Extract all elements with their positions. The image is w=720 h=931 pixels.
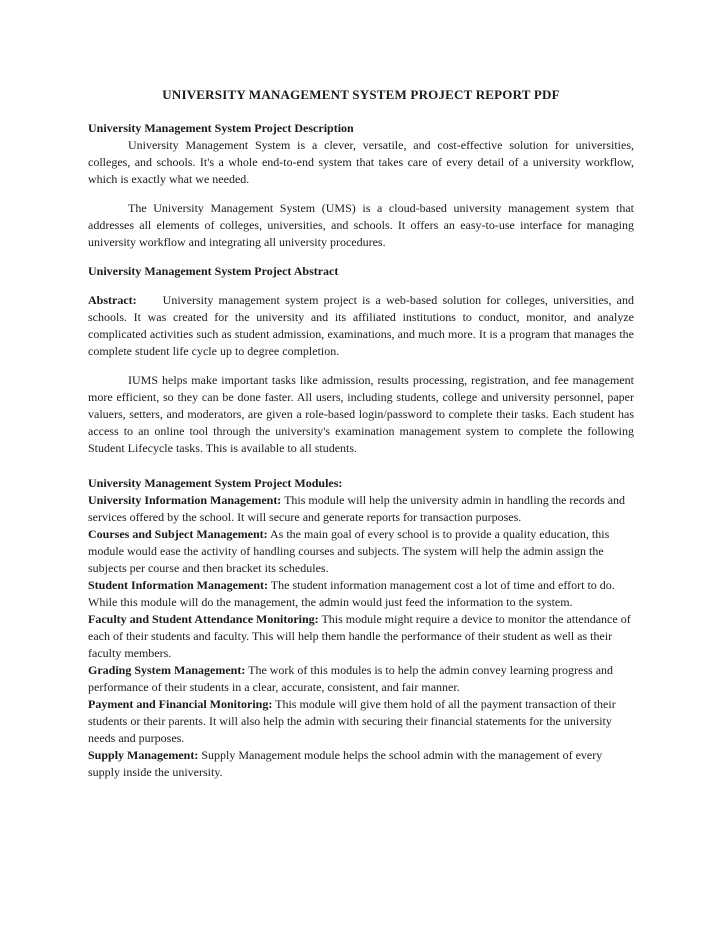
module-item-attendance-monitoring	[88, 611, 634, 662]
module-text: This module might require a device to monitor the attendance of each of their students and faculty. This will help them handle the performance of their student as well as their faculty members.	[88, 612, 631, 660]
abstract-text: University management system project is a web-based solution for colleges, universities, and schools. It was created for the university and its affiliated institutions to conduct, monitor, and analyze complicated activities such as student admission, examinations, and much more. It is a program that manages the complete student life cycle up to degree completion.	[88, 293, 634, 358]
module-label: University Information Management:	[88, 493, 282, 507]
module-item-student-information	[88, 577, 634, 611]
module-label: Grading System Management:	[88, 663, 246, 677]
module-item-payment-financial	[88, 696, 634, 747]
module-text: Supply Management module helps the school admin with the management of every supply inside the university.	[88, 748, 603, 779]
page-title: UNIVERSITY MANAGEMENT SYSTEM PROJECT REPORT PDF	[162, 87, 560, 102]
section-heading-modules: University Management System Project Modules:	[88, 476, 343, 490]
module-label: Supply Management:	[88, 748, 199, 762]
module-label: Faculty and Student Attendance Monitoring:	[88, 612, 319, 626]
module-label: Courses and Subject Management:	[88, 527, 268, 541]
module-text: This module will help the university admin in handling the records and services offered by the school. It will secure and generate reports for transaction purposes.	[88, 493, 626, 524]
description-paragraph-2: The University Management System (UMS) is a cloud-based university management system that addresses all elements of colleges, universities, and schools. It offers an easy-to-use interface for managing university workflow and integrating all university procedures.	[88, 201, 634, 249]
module-text: This module will give them hold of all the payment transaction of their students or their parents. It will also help the admin with securing their financial statements for the university needs and purposes.	[88, 697, 616, 745]
module-item-supply-management	[88, 747, 634, 781]
abstract-paragraph	[88, 292, 634, 360]
section-heading-abstract: University Management System Project Abstract	[88, 264, 339, 278]
abstract-label: Abstract:	[88, 293, 137, 307]
module-text: The student information management cost a lot of time and effort to do. While this module will do the management, the admin would just feed the information to the system.	[88, 578, 615, 609]
module-label: Student Information Management:	[88, 578, 268, 592]
module-label: Payment and Financial Monitoring:	[88, 697, 273, 711]
module-item-university-information	[88, 492, 634, 526]
description-paragraph-1: University Management System is a clever, versatile, and cost-effective solution for universities, colleges, and schools. It's a whole end-to-end system that takes care of every detail of a university workflow, which is exactly what we needed.	[88, 138, 634, 186]
module-item-courses-subject	[88, 526, 634, 577]
module-item-grading-system	[88, 662, 634, 696]
module-text: The work of this modules is to help the admin convey learning progress and performance of their students in a clear, accurate, consistent, and fair manner.	[88, 663, 614, 694]
section-heading-description: University Management System Project Description	[88, 121, 354, 135]
abstract-paragraph-2: IUMS helps make important tasks like admission, results processing, registration, and fee management more efficient, so they can be done faster. All users, including students, college and university personnel, paper valuers, setters, and moderators, are given a role-based login/password to complete their tasks. Each student has access to an online tool through the university's examination management system to complete the following Student Lifecycle tasks. This is available to all students.	[88, 373, 634, 455]
module-text: As the main goal of every school is to provide a quality education, this module would ease the activity of handling courses and subjects. The system will help the admin assign the subjects per course and then bracket its schedules.	[88, 527, 610, 575]
